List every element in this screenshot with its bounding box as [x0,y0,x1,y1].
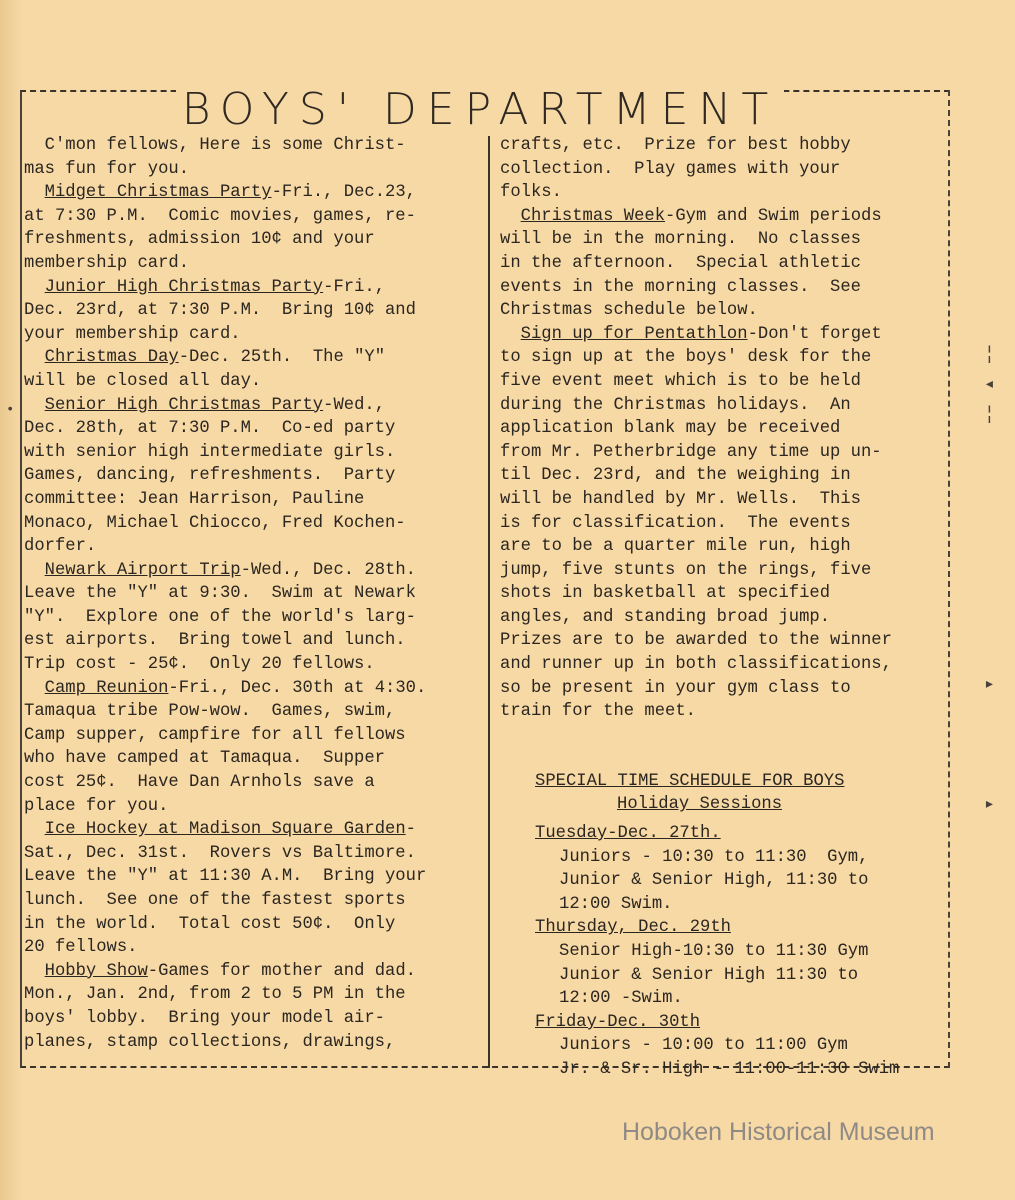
item-body-line [500,441,892,465]
item-body-line [24,488,426,512]
item-body-line [24,582,426,606]
schedule-entry-line [535,869,899,893]
item-body-line [24,865,426,889]
item-body-line [500,464,892,488]
item-body-line [24,205,426,229]
department-title: BOYS' DEPARTMENT [0,84,960,135]
line-text: Camp supper, campfire for all fellows [24,725,406,745]
line-text: freshments, admission 10¢ and your [24,230,375,250]
line-text: your membership card. [24,324,241,344]
item-body-line [500,512,892,536]
item-body-line [24,724,426,748]
indent-space [24,561,45,580]
item-first-line: -Fri., [323,277,386,297]
continuation-line [500,181,892,205]
indent-space [24,679,45,698]
item-body-line [24,1007,426,1031]
item-heading-line [24,276,426,300]
line-text: est airports. Bring towel and lunch. [24,631,406,651]
schedule-list [535,822,899,1082]
line-text: at 7:30 P.M. Comic movies, games, re- [24,206,416,226]
margin-dot: • [6,402,15,418]
item-body-line [24,936,426,960]
item-body-line [500,228,892,252]
item-first-line: -Wed., Dec. 28th. [240,560,416,580]
schedule-entry: Juniors - 10:30 to 11:30 Gym, [559,847,869,867]
line-text: mas fun for you. [24,159,190,179]
left-column [24,134,426,1054]
line-text: five event meet which is to be held [500,371,861,391]
item-body-line [24,252,426,276]
item-heading: Ice Hockey at Madison Square Garden [44,820,406,840]
line-text: planes, stamp collections, drawings, [24,1032,396,1052]
line-text: application blank may be received [500,419,841,439]
right-column [500,134,892,724]
line-text: with senior high intermediate girls. [24,442,396,462]
line-text: Games, dancing, refreshments. Party [24,466,396,486]
item-heading-line [24,394,426,418]
column-divider [488,136,490,1068]
item-body-line [24,323,426,347]
line-text: in the world. Total cost 50¢. Only [24,914,396,934]
line-text: boys' lobby. Bring your model air- [24,1008,385,1028]
indent-space [24,820,45,839]
indent-space [24,396,45,415]
item-body-line [500,535,892,559]
line-text: Tamaqua tribe Pow-wow. Games, swim, [24,702,396,722]
indent-space [500,207,521,226]
line-text: Leave the "Y" at 11:30 A.M. Bring your [24,867,427,887]
schedule-entry: Juniors - 10:00 to 11:00 Gym [559,1036,848,1056]
line-text: who have camped at Tamaqua. Supper [24,749,385,769]
item-heading: Midget Christmas Party [44,183,272,203]
continuation-line [500,158,892,182]
line-text: is for classification. The events [500,513,851,533]
item-first-line: -Wed., [323,395,386,415]
paper-edge [0,0,22,1200]
schedule-day: Tuesday-Dec. 27th. [535,824,721,843]
line-text: Mon., Jan. 2nd, from 2 to 5 PM in the [24,985,406,1005]
intro-line [24,134,426,158]
item-heading-line [24,960,426,984]
item-body-line [24,842,426,866]
line-text: 20 fellows. [24,938,138,958]
line-text: crafts, etc. Prize for best hobby [500,136,851,155]
schedule-entry-line [535,846,899,870]
line-text: jump, five stunts on the rings, five [500,560,872,580]
item-body-line [24,747,426,771]
item-body-line [24,700,426,724]
item-body-line [24,983,426,1007]
item-body-line [24,512,426,536]
item-body-line [24,370,426,394]
item-body-line [500,559,892,583]
item-body-line [24,653,426,677]
line-text: Dec. 28th, at 7:30 P.M. Co-ed party [24,419,396,439]
item-heading-line [500,323,892,347]
line-text: will be handled by Mr. Wells. This [500,489,861,509]
line-text: Dec. 23rd, at 7:30 P.M. Bring 10¢ and [24,301,416,321]
indent-space [24,183,45,202]
item-body-line [24,629,426,653]
line-text: committee: Jean Harrison, Pauline [24,489,365,509]
item-first-line: -Don't forget [747,324,882,344]
line-text: are to be a quarter mile run, high [500,537,851,557]
item-heading: Hobby Show [44,961,148,981]
item-body-line [500,606,892,630]
item-body-line [24,1031,426,1055]
item-heading: Christmas Week [520,206,666,226]
item-body-line [24,795,426,819]
item-first-line: -Dec. 25th. The "Y" [178,348,386,368]
indent-space [24,348,45,367]
schedule-day-line [535,1011,899,1035]
schedule-entry: Senior High-10:30 to 11:30 Gym [559,941,869,961]
item-body-line [500,700,892,724]
item-body-line [24,771,426,795]
line-text: shots in basketball at specified [500,584,831,604]
line-text: Sat., Dec. 31st. Rovers vs Baltimore. [24,843,416,863]
item-body-line [500,394,892,418]
line-text: angles, and standing broad jump. [500,607,831,627]
line-text: place for you. [24,796,169,816]
schedule-day: Thursday, Dec. 29th [535,918,731,938]
item-heading-line [24,346,426,370]
schedule-entry-line [535,893,899,917]
item-first-line: - [405,820,416,840]
item-heading-line [24,818,426,842]
intro-line [24,158,426,182]
item-body-line [24,913,426,937]
item-body-line [500,370,892,394]
item-body-line [500,677,892,701]
item-body-line [500,299,892,323]
item-heading-line [24,181,426,205]
item-heading: Christmas Day [44,348,179,368]
line-text: til Dec. 23rd, and the weighing in [500,466,851,486]
item-first-line: -Fri., Dec. 30th at 4:30. [168,678,427,698]
line-text: Monaco, Michael Chiocco, Fred Kochen- [24,513,406,533]
item-heading: Camp Reunion [44,678,169,698]
indent-space [24,278,45,297]
item-heading-line [500,205,892,229]
line-text: Prizes are to be awarded to the winner [500,631,892,651]
schedule-subheading: Holiday Sessions [617,795,783,815]
line-text: in the afternoon. Special athletic [500,253,861,273]
item-first-line: -Fri., Dec.23, [271,183,416,203]
item-heading-line [24,559,426,583]
line-text: events in the morning classes. See [500,277,861,297]
item-first-line: -Games for mother and dad. [147,961,416,981]
line-text: "Y". Explore one of the world's larg- [24,607,416,627]
item-body-line [24,441,426,465]
line-text: membership card. [24,253,190,273]
item-body-line [500,653,892,677]
line-text: during the Christmas holidays. An [500,395,851,415]
line-text: will be in the morning. No classes [500,230,861,250]
item-body-line [500,629,892,653]
line-text: to sign up at the boys' desk for the [500,348,872,368]
margin-marks: ¦ ◂ ¦ ▸ ▸ [984,345,995,815]
line-text: cost 25¢. Have Dan Arnhols save a [24,773,375,793]
item-body-line [24,299,426,323]
schedule-entry-line [535,964,899,988]
schedule-entry-line [535,987,899,1011]
item-body-line [24,228,426,252]
schedule-header [535,746,844,817]
line-text: from Mr. Petherbridge any time up un- [500,442,882,462]
item-body-line [24,535,426,559]
line-text: lunch. See one of the fastest sports [24,891,406,910]
schedule-heading: SPECIAL TIME SCHEDULE FOR BOYS [535,771,845,791]
schedule-entry: Jr. & Sr. High - 11:00-11:30 Swim [559,1059,900,1079]
item-body-line [500,582,892,606]
item-first-line: -Gym and Swim periods [665,206,882,226]
line-text: collection. Play games with your [500,159,841,179]
schedule-entry-line [535,1058,899,1082]
line-text: Christmas schedule below. [500,301,758,321]
item-heading-line [24,677,426,701]
indent-space [500,325,521,344]
schedule-entry: 12:00 -Swim. [559,989,683,1009]
line-text: and runner up in both classifications, [500,655,892,675]
schedule-entry: 12:00 Swim. [559,894,673,914]
item-heading: Junior High Christmas Party [44,277,324,297]
item-body-line [500,488,892,512]
line-text: will be closed all day. [24,371,262,391]
line-text: Leave the "Y" at 9:30. Swim at Newark [24,584,416,604]
schedule-day-line [535,916,899,940]
museum-watermark: Hoboken Historical Museum [622,1118,935,1146]
schedule-entry-line [535,1034,899,1058]
schedule-entry-line [535,940,899,964]
indent-space [24,962,45,981]
schedule-entry: Junior & Senior High, 11:30 to [559,871,869,891]
schedule-entry: Junior & Senior High 11:30 to [559,965,859,985]
line-text: Trip cost - 25¢. Only 20 fellows. [24,655,375,675]
item-heading: Newark Airport Trip [44,560,241,580]
item-body-line [500,252,892,276]
item-body-line [24,889,426,913]
line-text: dorfer. [24,537,97,557]
item-body-line [500,276,892,300]
line-text: folks. [500,183,562,203]
item-body-line [500,417,892,441]
line-text: C'mon fellows, Here is some Christ- [24,136,406,155]
item-body-line [24,417,426,441]
continuation-line [500,134,892,158]
item-heading: Senior High Christmas Party [44,395,324,415]
item-body-line [500,346,892,370]
item-heading: Sign up for Pentathlon [520,324,748,344]
line-text: so be present in your gym class to [500,678,851,698]
item-body-line [24,606,426,630]
item-body-line [24,464,426,488]
line-text: train for the meet. [500,702,696,722]
schedule-day-line [535,822,899,846]
schedule-day: Friday-Dec. 30th [535,1012,701,1032]
